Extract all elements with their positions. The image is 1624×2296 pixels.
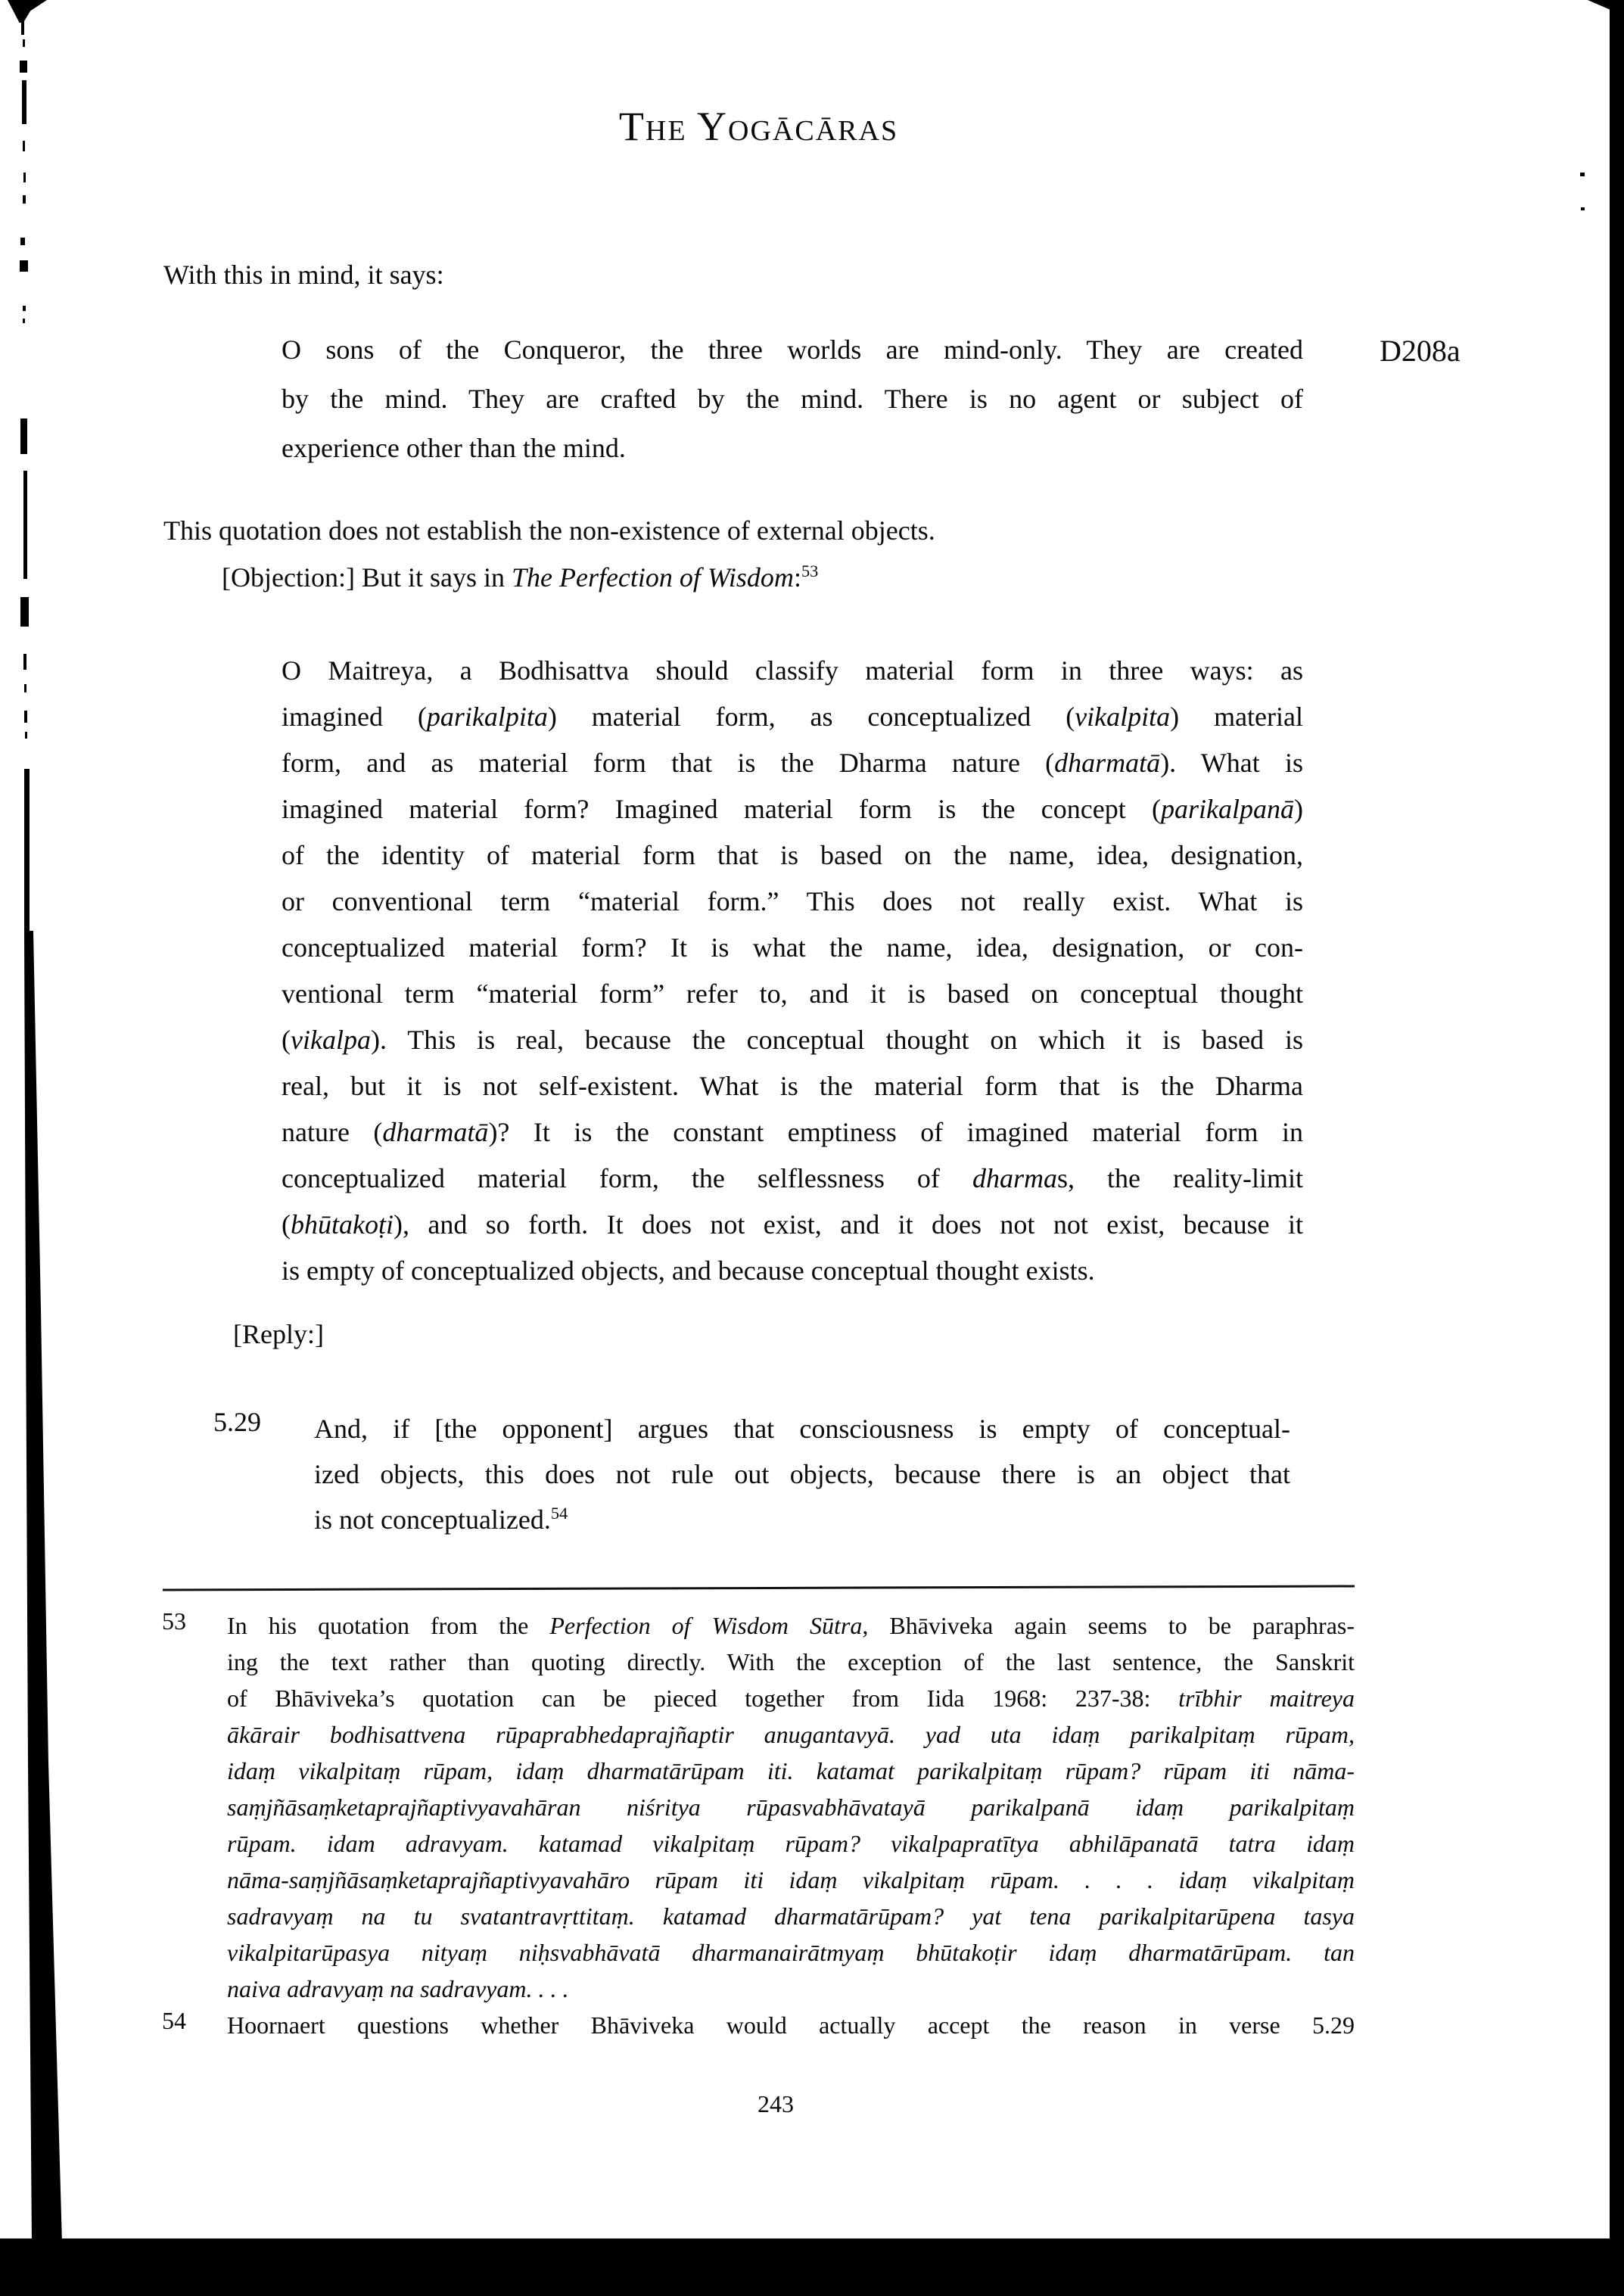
footnote-line: idaṃ vikalpitaṃ rūpam, idaṃ dharmatārūpam iti. katamat parikalpitaṃ rūpam? rūpam iti nāma- xyxy=(227,1757,1355,1784)
footnote-line: saṃjñāsaṃketaprajñaptivyavahāran niśritya rūpasvabhāvatayā parikalpanā idaṃ parikalpitaṃ xyxy=(227,1794,1355,1821)
scan-speck xyxy=(24,711,27,723)
footnote-line: rūpam. idam adravyam. katamad vikalpitaṃ rūpam? vikalpapratītya abhilāpanatā tatra idaṃ xyxy=(227,1830,1355,1857)
footnote-line: ing the text rather than quoting directly. With the exception of the last sentence, the Sanskrit xyxy=(227,1648,1355,1675)
footnote-line: Hoornaert questions whether Bhāviveka would actually accept the reason in verse 5.29 xyxy=(227,2011,1355,2039)
page-number: 243 xyxy=(758,2090,794,2117)
paragraph-objection: [Objection:] But it says in The Perfection of Wisdom:$^{53}$ xyxy=(222,562,819,593)
quote-line: experience other than the mind. xyxy=(282,433,626,463)
scan-speck xyxy=(23,306,26,311)
scan-speck xyxy=(24,684,26,692)
quote-line: (vikalpa). This is real, because the conceptual thought on which it is based is xyxy=(282,1025,1303,1055)
quote-line: by the mind. They are crafted by the mind. There is no agent or subject of xyxy=(282,384,1303,414)
verse-line: And, if [the opponent] argues that consciousness is empty of conceptual- xyxy=(314,1414,1290,1444)
quote-line: form, and as material form that is the Dharma nature (dharmatā). What is xyxy=(282,748,1303,778)
quote-line: conceptualized material form, the selflessness of dharmas, the reality-limit xyxy=(282,1163,1303,1193)
scan-speck xyxy=(23,195,26,204)
scan-speck xyxy=(1581,207,1585,210)
quote-line: is empty of conceptualized objects, and because conceptual thought exists. xyxy=(282,1255,1095,1286)
footnote-number: 54 xyxy=(162,2007,186,2034)
footnote-rule xyxy=(163,1585,1355,1591)
quote-line: imagined (parikalpita) material form, as conceptualized (vikalpita) material xyxy=(282,702,1304,732)
paragraph-intro: With this in mind, it says: xyxy=(163,260,444,290)
quote-line: ventional term “material form” refer to, and it is based on conceptual thought xyxy=(282,978,1303,1009)
footnote-line: sadravyaṃ na tu svatantravṛttitaṃ. katamad dharmatārūpam? yat tena parikalpitarūpena tasya xyxy=(227,1902,1355,1930)
scan-speck xyxy=(23,141,25,151)
footnote-line: In his quotation from the Perfection of Wisdom Sūtra, Bhāviveka again seems to be paraphras- xyxy=(227,1612,1355,1639)
scan-corner-mark xyxy=(8,0,47,23)
scan-speck xyxy=(21,20,24,35)
footnote-line: ākārair bodhisattvena rūpaprabhedaprajñaptir anugantavyā. yad uta idaṃ parikalpitaṃ rūpam, xyxy=(227,1721,1355,1748)
paragraph-quotation: This quotation does not establish the non-existence of external objects. xyxy=(163,515,935,546)
scan-streak xyxy=(22,80,26,124)
quote-line: or conventional term “material form.” This does not really exist. What is xyxy=(282,886,1303,916)
footnote-line: nāma-saṃjñāsaṃketaprajñaptivyavahāro rūpam iti idaṃ vikalpitaṃ rūpam. . . . idaṃ vikalpitaṃ xyxy=(227,1866,1355,1893)
reply-label: [Reply:] xyxy=(233,1319,324,1349)
quote-line: imagined material form? Imagined material form is the concept (parikalpanā) xyxy=(282,794,1303,824)
footnote-line: of Bhāviveka’s quotation can be pieced together from Iida 1968: 237-38: trībhir maitreya xyxy=(227,1685,1355,1712)
scan-edge-right xyxy=(1610,0,1624,2296)
scan-speck xyxy=(23,319,25,323)
scan-edge-bottom xyxy=(0,2238,1624,2296)
scan-streak xyxy=(24,769,30,931)
scan-gutter-shadow xyxy=(20,931,64,2243)
quote-line: nature (dharmatā)? It is the constant emptiness of imagined material form in xyxy=(282,1117,1304,1147)
scan-blob xyxy=(20,260,28,272)
scan-speck xyxy=(25,732,27,739)
running-head: The Yogācāras xyxy=(618,104,899,149)
footnote-54 xyxy=(227,2007,1355,2043)
footnote-line: vikalpitarūpasya nityaṃ niḥsvabhāvatā dharmanairātmyaṃ bhūtakoṭir idaṃ dharmatārūpam. tan xyxy=(227,1939,1355,1966)
footnote-line: naiva adravyaṃ na sadravyam. . . . xyxy=(227,1975,569,2002)
quote-line: O Maitreya, a Bodhisattva should classify material form in three ways: as xyxy=(282,655,1303,686)
scan-blob xyxy=(20,597,29,627)
margin-note: D208a xyxy=(1380,334,1461,368)
footnote-number: 53 xyxy=(162,1607,186,1635)
block-quote-maitreya xyxy=(282,648,1303,1294)
verse-number: 5.29 xyxy=(213,1407,261,1437)
scan-speck xyxy=(1580,173,1585,176)
scan-speck xyxy=(20,61,27,73)
verse-line: ized objects, this does not rule out objects, because there is an object that xyxy=(314,1459,1290,1489)
quote-line: conceptualized material form? It is what the name, idea, designation, or con- xyxy=(282,932,1303,963)
scan-speck xyxy=(20,238,25,245)
quote-line: real, but it is not self-existent. What is the material form that is the Dharma xyxy=(282,1071,1303,1101)
quote-line: of the identity of material form that is based on the name, idea, designation, xyxy=(282,840,1303,870)
verse-5-29 xyxy=(314,1406,1290,1542)
quote-line: (bhūtakoṭi), and so forth. It does not exist, and it does not not exist, because it xyxy=(282,1209,1303,1240)
verse-line: is not conceptualized.$^{54}$ xyxy=(314,1504,568,1535)
scan-speck xyxy=(23,173,26,182)
scan-speck xyxy=(23,654,26,670)
scan-streak xyxy=(23,471,27,579)
block-quote-mind-only xyxy=(282,325,1303,473)
quote-line: O sons of the Conqueror, the three worlds are mind-only. They are created xyxy=(282,334,1303,365)
scan-blob xyxy=(20,418,27,454)
scan-speck xyxy=(23,39,25,47)
footnote-53 xyxy=(227,1607,1355,2007)
